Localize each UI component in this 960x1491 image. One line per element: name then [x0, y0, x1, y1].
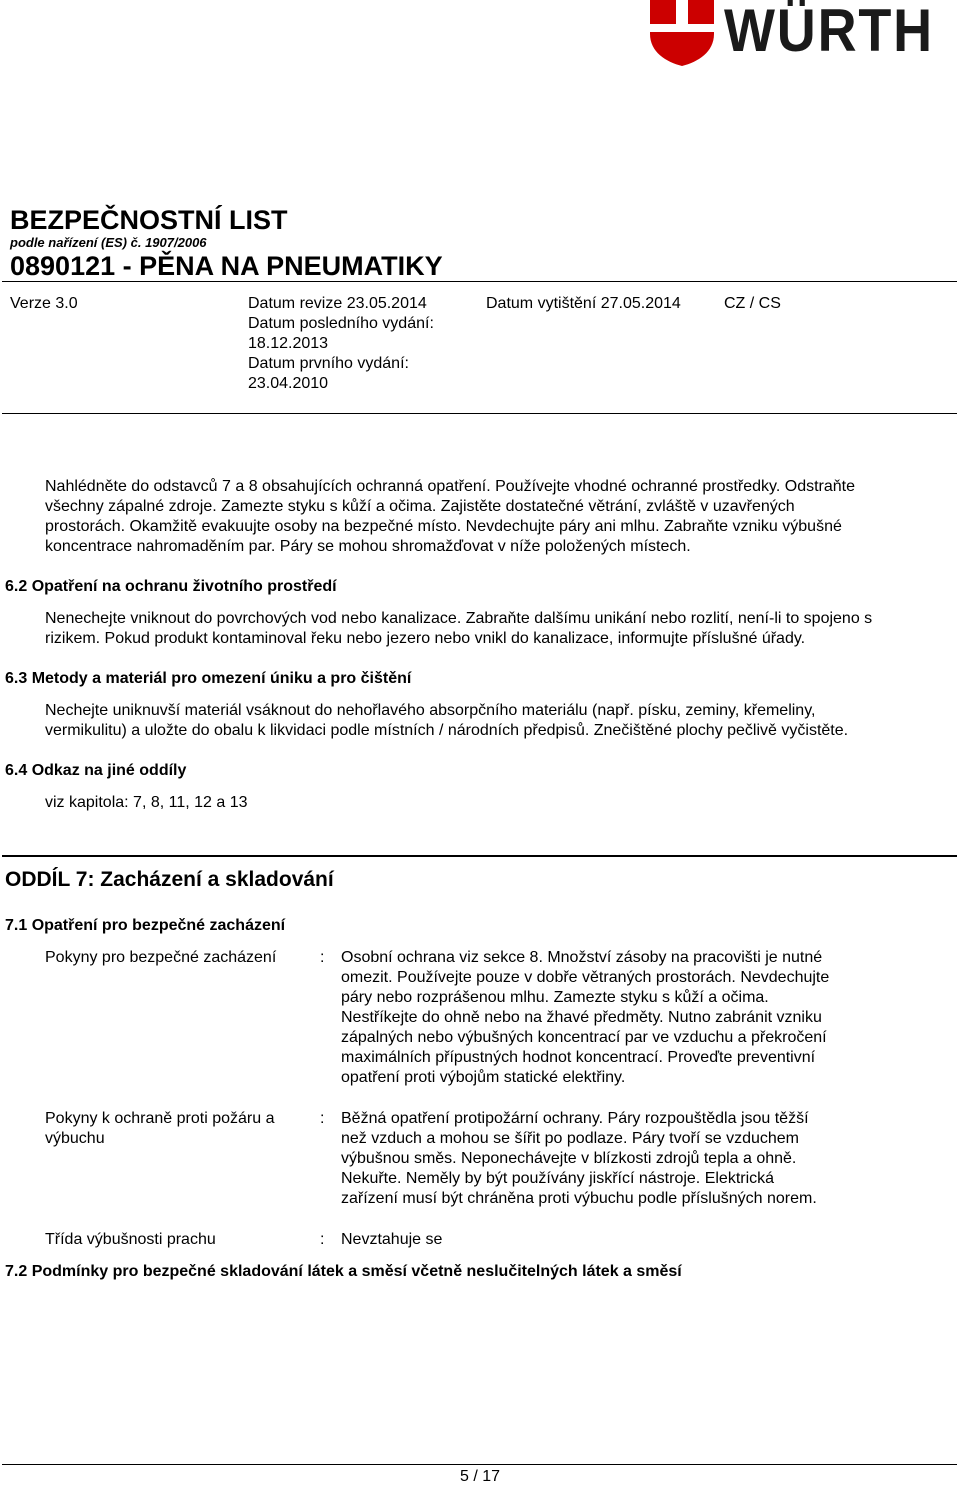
value-line: maximálních přípustných hodnot koncentrací. Proveďte preventivní: [341, 1049, 816, 1066]
section-6-2-text: [45, 609, 957, 649]
wurth-logo: [648, 0, 960, 66]
last-issue-date: 18.12.2013: [248, 335, 329, 352]
footer-rule: [2, 1464, 957, 1465]
intro-line: všechny zápalné zdroje. Zamezte styku s kůží a očima. Zajistěte dostatečné větrání, zvláště v uzavřených: [45, 498, 795, 515]
row-colon: :: [320, 1231, 325, 1248]
section-7-2-heading: 7.2 Podmínky pro bezpečné skladování látek a směsí včetně neslučitelných látek a směsí: [5, 1263, 682, 1280]
section-6-4-text: viz kapitola: 7, 8, 11, 12 a 13: [45, 794, 248, 811]
handling-advice-value: [341, 948, 956, 1088]
value-line: zápalných nebo výbušných koncentrací par ve vzduchu a překročení: [341, 1029, 827, 1046]
label-line: Třída výbušnosti prachu: [45, 1231, 216, 1248]
handling-advice-label: [45, 948, 310, 968]
text-line: Nechejte uniknuvší materiál vsáknout do nehořlavého absorpčního materiálu (např. písku, zeminy, křemeliny,: [45, 702, 816, 719]
intro-paragraph: [45, 477, 957, 557]
value-line: Nestříkejte do ohně nebo na žhavé předměty. Nutno zabránit vzniku: [341, 1009, 822, 1026]
intro-line: koncentrace nahromaděním par. Páry se mohou shromažďovat v níže položených místech.: [45, 538, 691, 555]
value-line: Běžná opatření protipožární ochrany. Páry rozpouštědla jsou těžší: [341, 1110, 809, 1127]
revision-date: Datum revize 23.05.2014: [248, 295, 427, 312]
page-number: 5 / 17: [459, 1468, 501, 1485]
row-colon: :: [320, 949, 325, 966]
value-line: Nekuřte. Neměly by být používány jiskřící nástroje. Elektrická: [341, 1170, 775, 1187]
text-line: rizikem. Pokud produkt kontaminoval řeku nebo jezero nebo vnikl do kanalizace, informujte příslušné úřady.: [45, 630, 806, 647]
value-line: omezit. Používejte pouze v dobře větraných prostorách. Nevdechujte: [341, 969, 830, 986]
document-title: BEZPEČNOSTNÍ LIST: [10, 205, 288, 235]
locale-code: CZ / CS: [724, 295, 781, 312]
text-line: Nenechejte vniknout do povrchových vod nebo kanalizace. Zabraňte dalšímu unikání nebo rozlití, není-li to spojeno s: [45, 610, 873, 627]
value-line: zařízení musí být chráněna proti výbuchu podle příslušných norem.: [341, 1190, 817, 1207]
dust-explosion-class-label: [45, 1230, 310, 1250]
print-date: Datum vytištění 27.05.2014: [486, 295, 681, 312]
value-line: páry nebo rozprášenou mlhu. Zamezte styku s kůží a očima.: [341, 989, 769, 1006]
value-line: opatření proti výbojům statické elektřiny.: [341, 1069, 626, 1086]
text-line: vermikulitu) a uložte do obalu k likvidaci podle místních / národních předpisů. Znečištěné plochy pečlivě vyčistěte.: [45, 722, 849, 739]
row-colon: :: [320, 1110, 325, 1127]
header-top-rule: [2, 281, 957, 282]
value-line: než vzduch a mohou se šířit po podlaze. Páry tvoří se vzduchem: [341, 1130, 800, 1147]
wurth-emblem-icon: [648, 0, 716, 66]
section-7-title: ODDÍL 7: Zacházení a skladování: [5, 868, 334, 891]
value-line: výbušnou směs. Neponechávejte v blízkosti zdrojů tepla a ohně.: [341, 1150, 797, 1167]
fire-protection-label: [45, 1109, 310, 1149]
product-title: 0890121 - PĚNA NA PNEUMATIKY: [10, 251, 443, 281]
logo-wordmark: WÜRTH: [724, 0, 934, 64]
document-subtitle: podle nařízení (ES) č. 1907/2006: [10, 235, 207, 250]
header-bottom-rule: [2, 413, 957, 414]
version-text: Verze 3.0: [10, 295, 78, 312]
section-7-rule: [2, 855, 957, 857]
label-line: Pokyny pro bezpečné zacházení: [45, 949, 277, 966]
first-issue-date: 23.04.2010: [248, 375, 329, 392]
value-line: Osobní ochrana viz sekce 8. Množství zásoby na pracovišti je nutné: [341, 949, 823, 966]
section-6-2-heading: 6.2 Opatření na ochranu životního prostředí: [5, 578, 337, 595]
first-issue-label: Datum prvního vydání:: [248, 355, 409, 372]
intro-line: prostorách. Okamžitě evakuujte osoby na bezpečné místo. Nevdechujte páry ani mlhu. Zabraňte vzniku výbušné: [45, 518, 842, 535]
value-line: Nevztahuje se: [341, 1231, 443, 1248]
section-6-3-heading: 6.3 Metody a materiál pro omezení úniku a pro čištění: [5, 670, 412, 687]
label-line: výbuchu: [45, 1130, 105, 1147]
section-7-1-heading: 7.1 Opatření pro bezpečné zacházení: [5, 917, 286, 934]
section-6-3-text: [45, 701, 957, 741]
fire-protection-value: [341, 1109, 956, 1209]
intro-line: Nahlédněte do odstavců 7 a 8 obsahujících ochranná opatření. Používejte vhodné ochranné prostředky. Odstraňte: [45, 478, 856, 495]
dust-explosion-class-value: [341, 1230, 956, 1250]
section-6-4-heading: 6.4 Odkaz na jiné oddíly: [5, 762, 187, 779]
last-issue-label: Datum posledního vydání:: [248, 315, 434, 332]
label-line: Pokyny k ochraně proti požáru a: [45, 1110, 275, 1127]
